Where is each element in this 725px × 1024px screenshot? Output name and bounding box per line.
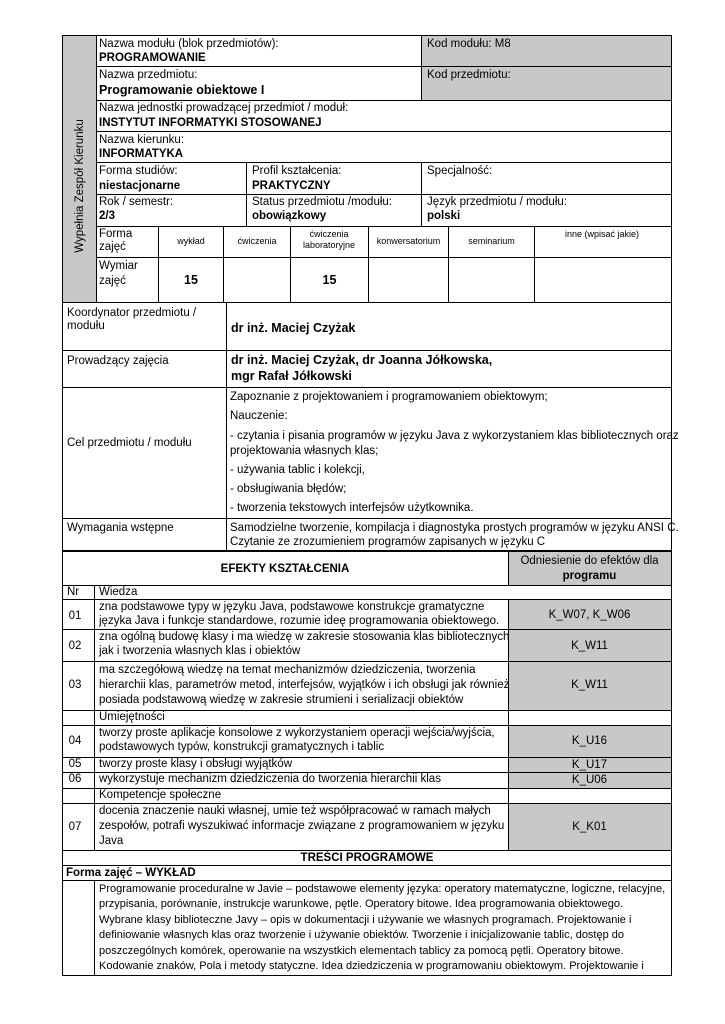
prereq-line-1: Samodzielne tworzenie, kompilacja i diagnostyka prostych programów w języku ANSI C. xyxy=(230,522,679,534)
effect-06-line-1: wykorzystuje mechanizm dziedziczenia do tworzenia hierarchii klas xyxy=(99,773,441,785)
knowledge-label: Wiedza xyxy=(99,586,138,598)
content-line-3: Wybrane klasy biblioteczne Javy – opis w dokumentacji i używanie we własnych programach. Projektowanie i xyxy=(99,914,632,926)
form-seminar: seminarium xyxy=(468,236,515,246)
content-title: TREŚCI PROGRAMOWE xyxy=(300,852,434,864)
effect-04-ref: K_U16 xyxy=(571,735,608,747)
teachers-label: Prowadzący zajęcia xyxy=(67,355,169,367)
effect-07-line-3: Java xyxy=(99,835,124,847)
effect-nr-06: 06 xyxy=(68,773,82,785)
form-other: inne (wpisać jakie) xyxy=(564,229,640,239)
module-name-label: Nazwa modułu (blok przedmiotów): xyxy=(99,38,279,50)
hours-lab: 15 xyxy=(322,273,337,287)
content-line-5: poszczególnych komórek, operowanie na wszystkich elementach tablicy za pomocą pętli. Operatory bitowe. xyxy=(99,945,624,957)
effect-nr-03: 03 xyxy=(68,679,82,691)
coordinator: dr inż. Maciej Czyżak xyxy=(231,321,356,335)
goal-line-5: - używania tablic i kolekcji, xyxy=(230,464,365,476)
effect-01-line-1: zna podstawowe typy w języku Java, podstawowe konstrukcje gramatyczne xyxy=(99,601,485,613)
prereq-label: Wymagania wstępne xyxy=(67,522,174,534)
hours-lecture: 15 xyxy=(184,273,198,287)
effect-07-line-2: zespołów, potrafi wyszukiwać informacje związane z programowaniem w języku xyxy=(99,820,505,832)
field-name: INFORMATYKA xyxy=(99,148,184,160)
subject-code-label: Kod przedmiotu: xyxy=(427,69,511,81)
effects-ref-title-1: Odniesienie do efektów dla xyxy=(520,555,659,567)
effect-01-line-2: języka Java i funkcje standardowe, rozumie ideę programowania obiektowego. xyxy=(99,615,500,627)
goal-line-3: - czytania i pisania programów w języku Java z wykorzystaniem klas bibliotecznych oraz xyxy=(230,430,679,442)
form-lab: ćwiczenia laboratoryjne xyxy=(302,229,356,250)
forms-label: Forma zajęć xyxy=(99,228,133,253)
specialty-label: Specjalność: xyxy=(427,165,493,177)
effect-nr-07: 07 xyxy=(68,821,82,833)
effect-nr-04: 04 xyxy=(68,735,82,747)
profile-label: Profil kształcenia: xyxy=(252,165,342,177)
year: 2/3 xyxy=(99,210,115,222)
effect-nr-02: 02 xyxy=(68,640,82,652)
social-label: Kompetencje społeczne xyxy=(99,789,222,801)
teachers-line-2: mgr Rafał Jółkowski xyxy=(231,369,352,383)
vertical-label: Wypełnia Zespół Kierunku xyxy=(74,119,86,253)
effect-05-line-1: tworzy proste klasy i obsługi wyjątków xyxy=(99,758,293,770)
effect-03-line-3: posiada podstawową wiedzę w zakresie strumieni i serializacji obiektów xyxy=(99,694,464,706)
effect-07-line-1: docenia znaczenie nauki własnej, umie też współpracować w ramach małych xyxy=(99,805,491,817)
goal-line-1: Zapoznanie z projektowaniem i programowaniem obiektowym; xyxy=(230,391,548,403)
effect-07-ref: K_K01 xyxy=(572,821,607,833)
effect-01-ref: K_W07, K_W06 xyxy=(548,609,631,621)
content-line-4: definiowanie własnych klas oraz tworzenie i używanie obiektów. Tworzenie i inicjalizowanie tablic, dostęp do xyxy=(99,929,625,941)
form-lecture: wykład xyxy=(177,236,205,246)
effect-05-ref: K_U17 xyxy=(571,759,608,771)
teachers-line-1: dr inż. Maciej Czyżak, dr Joanna Jółkowska, xyxy=(231,353,493,367)
content-form-label: Forma zajęć – WYKŁAD xyxy=(66,867,196,879)
goal-line-6: - obsługiwania błędów; xyxy=(230,483,347,495)
nr-label: Nr xyxy=(67,586,80,598)
unit-label: Nazwa jednostki prowadzącej przedmiot / moduł: xyxy=(99,102,349,114)
goal-line-4: projektowania własnych klas; xyxy=(230,445,379,457)
language: polski xyxy=(427,210,461,222)
effect-06-ref: K_U06 xyxy=(571,774,608,786)
subject-name: Programowanie obiektowe I xyxy=(99,83,265,97)
unit-name: INSTYTUT INFORMATYKI STOSOWANEJ xyxy=(99,117,322,129)
content-line-1: Programowanie proceduralne w Javie – podstawowe elementy języka: operatory matematyczne, logiczne, relacyjne, xyxy=(99,883,666,895)
subject-name-label: Nazwa przedmiotu: xyxy=(99,69,198,81)
prereq-line-2: Czytanie ze zrozumieniem programów zapisanych w języku C xyxy=(230,536,546,548)
status: obowiązkowy xyxy=(252,210,327,222)
module-name: PROGRAMOWANIE xyxy=(99,52,206,64)
study-form-label: Forma studiów: xyxy=(99,165,178,177)
goal-label: Cel przedmiotu / modułu xyxy=(67,437,192,449)
coordinator-label: Koordynator przedmiotu / modułu xyxy=(67,307,197,332)
goal-line-2: Nauczenie: xyxy=(230,410,288,422)
content-line-6: Kodowanie znaków, Pola i metody statyczne. Idea dziedziczenia w programowaniu obiektowym. Projektowanie i xyxy=(99,960,644,972)
hours-label: Wymiar zajęć xyxy=(99,260,138,287)
form-exercises: ćwiczenia xyxy=(237,236,277,246)
effect-nr-01: 01 xyxy=(68,610,82,622)
effects-ref-title-2: programu xyxy=(562,570,617,582)
skills-label: Umiejętności xyxy=(99,711,165,723)
effect-02-line-1: zna ogólną budowę klasy i ma wiedzę w zakresie stosowania klas bibliotecznych xyxy=(99,631,510,643)
effect-nr-05: 05 xyxy=(68,758,82,770)
field-label: Nazwa kierunku: xyxy=(99,134,185,146)
content-line-2: przypisania, porównanie, instrukcje warunkowe, pętle. Operatory bitowe. Idea programowania obiektowego. xyxy=(99,898,624,910)
profile: PRAKTYCZNY xyxy=(252,180,331,192)
effects-title: EFEKTY KSZTAŁCENIA xyxy=(220,563,350,575)
effect-03-ref: K_W11 xyxy=(571,679,608,691)
effect-03-line-2: hierarchii klas, parametrów metod, interfejsów, wyjątków i ich obsługi jak również xyxy=(99,679,510,691)
study-form: niestacjonarne xyxy=(99,180,181,192)
goal-line-7: - tworzenia tekstowych interfejsów użytkownika. xyxy=(230,502,474,514)
effect-02-ref: K_W11 xyxy=(571,640,608,652)
effect-03-line-1: ma szczegółową wiedzę na temat mechanizmów dziedziczenia, tworzenia xyxy=(99,664,476,676)
effect-02-line-2: jak i tworzenia własnych klas i obiektów xyxy=(99,645,301,657)
module-code-label: Kod modułu: M8 xyxy=(427,38,511,50)
effect-04-line-1: tworzy proste aplikacje konsolowe z wykorzystaniem operacji wejścia/wyjścia, xyxy=(99,727,495,739)
year-label: Rok / semestr: xyxy=(99,196,174,208)
effect-04-line-2: podstawowych typów, konstrukcji gramatycznych i tablic xyxy=(99,741,385,753)
form-conversatory: konwersatorium xyxy=(376,236,441,246)
status-label: Status przedmiotu /modułu: xyxy=(252,196,392,208)
language-label: Język przedmiotu / modułu: xyxy=(427,196,567,208)
